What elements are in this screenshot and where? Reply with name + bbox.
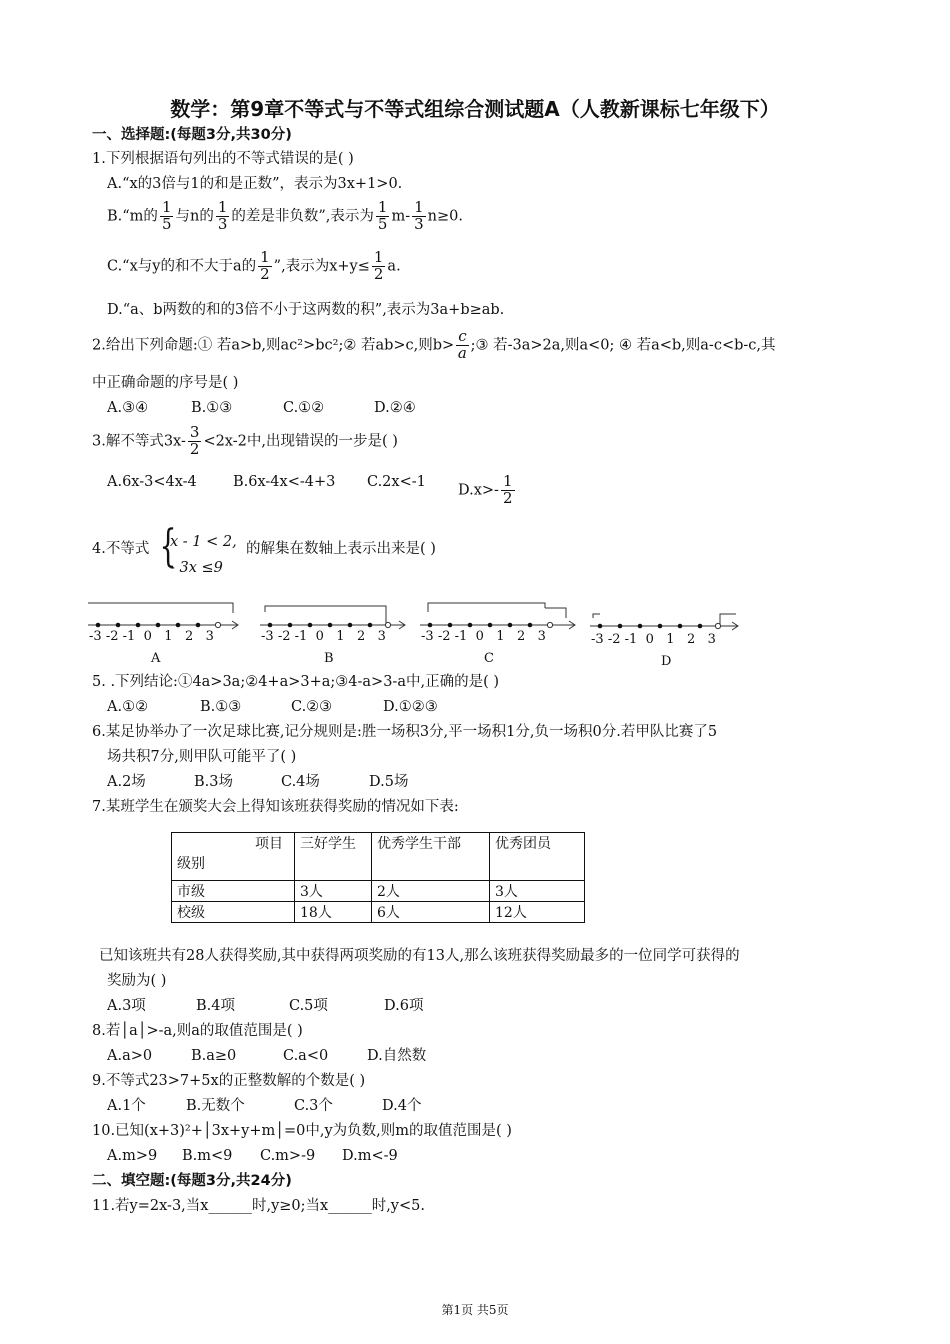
q8-option-b: B.a≥0 [191, 1048, 237, 1064]
q2-stem: 2.给出下列命题:① 若a>b,则ac²>bc²;② 若ab>c,则b> $\frac{c}{a}$ ;③ 若-3a>2a,则a<0; ④ 若a<b,则a-c<b-c,其 [92, 327, 776, 362]
section-1-heading: 一、选择题:(每题3分,共30分) [92, 127, 292, 143]
q7-option-c: C.5项 [289, 998, 328, 1014]
q6-option-d: D.5场 [369, 774, 409, 790]
q8-option-a: A.a>0 [107, 1048, 153, 1064]
table-cell: 市级 [172, 881, 295, 902]
table-cell: 18人 [295, 902, 372, 923]
table-row [172, 881, 585, 902]
table-row [172, 902, 585, 923]
q7-option-d: D.6项 [384, 998, 424, 1014]
q4-stem-post: 的解集在数轴上表示出来是( ) [246, 541, 436, 557]
q8-option-d: D.自然数 [367, 1048, 427, 1064]
section-2-heading: 二、填空题:(每题3分,共24分) [92, 1173, 292, 1189]
q10-stem: 10.已知(x+3)²+│3x+y+m│=0中,y为负数,则m的取值范围是( ) [92, 1123, 512, 1139]
q7-option-a: A.3项 [107, 998, 146, 1014]
page-title: 数学：第9章不等式与不等式组综合测试题A（人教新课标七年级下） [170, 97, 780, 121]
table-header-corner: 项目 级别 [172, 833, 295, 881]
q4-stem-pre: 4.不等式 [92, 541, 150, 557]
q3-option-c: C.2x<-1 [367, 474, 426, 490]
q11-stem: 11.若y=2x-3,当x______时,y≥0;当x______时,y<5. [92, 1198, 425, 1214]
q4-system-line1: x - 1 < 2, [170, 534, 237, 550]
award-table [171, 832, 585, 923]
q1-option-b: B.“m的 $\frac{1}{5}$ 与n的 $\frac{1}{3}$ 的差是非负数”,表示为 $\frac{1}{5}$ m- $\frac{1}{3}$ n≥0. [107, 198, 463, 233]
q5-option-a: A.①② [107, 699, 149, 715]
q3-option-d: D.x>- $\frac{1}{2}$ [458, 472, 513, 507]
table-cell: 校级 [172, 902, 295, 923]
q3-option-b: B.6x-4x<-4+3 [233, 474, 336, 490]
number-line-c-label: C [484, 651, 494, 666]
q6-option-c: C.4场 [281, 774, 320, 790]
q4-system-line2: - 3x ≤9 [170, 560, 223, 576]
table-cell: 6人 [372, 902, 490, 923]
number-line-b-ticks: -3 -2 -1 0 1 2 3 [261, 629, 386, 644]
q5-option-d: D.①②③ [383, 699, 438, 715]
q2-option-a: A.③④ [107, 400, 149, 416]
q10-option-c: C.m>-9 [260, 1148, 316, 1164]
q7-after-line1: 已知该班共有28人获得奖励,其中获得两项奖励的有13人,那么该班获得奖励最多的一位同学可获得的 [99, 948, 740, 964]
q9-option-b: B.无数个 [186, 1098, 245, 1114]
number-line-a-ticks: -3 -2 -1 0 1 2 3 [89, 629, 214, 644]
q1-option-d: D.“a、b两数的和的3倍不小于这两数的积”,表示为3a+b≥ab. [107, 302, 505, 318]
q1-option-c: C.“x与y的和不大于a的 $\frac{1}{2}$ ”,表示为x+y≤ $\frac{1}{2}$ a. [107, 248, 401, 283]
q10-option-d: D.m<-9 [342, 1148, 398, 1164]
q10-option-a: A.m>9 [107, 1148, 158, 1164]
table-cell: 2人 [372, 881, 490, 902]
q8-option-c: C.a<0 [283, 1048, 329, 1064]
q8-stem: 8.若│a│>-a,则a的取值范围是( ) [92, 1023, 303, 1039]
table-cell: 12人 [490, 902, 585, 923]
number-line-d-label: D [661, 654, 672, 669]
table-col-header: 三好学生 [295, 833, 372, 881]
number-line-b-label: B [324, 651, 334, 666]
q1-stem: 1.下列根据语句列出的不等式错误的是( ) [92, 151, 354, 167]
q6-stem-line2: 场共积7分,则甲队可能平了( ) [107, 749, 297, 765]
q2-option-b: B.①③ [191, 400, 233, 416]
table-col-header: 优秀学生干部 [372, 833, 490, 881]
q2-option-d: D.②④ [374, 400, 416, 416]
table-cell: 3人 [295, 881, 372, 902]
q7-stem: 7.某班学生在颁奖大会上得知该班获得奖励的情况如下表: [92, 799, 459, 815]
number-line-a-label: A [151, 651, 161, 666]
q9-option-c: C.3个 [294, 1098, 333, 1114]
q5-option-b: B.①③ [200, 699, 242, 715]
q3-stem: 3.解不等式3x- $\frac{3}{2}$ <2x-2中,出现错误的一步是( ) [92, 423, 398, 458]
q2-stem-line2: 中正确命题的序号是( ) [92, 375, 239, 391]
q5-stem: 5. .下列结论:①4a>3a;②4+a>3+a;③4-a>3-a中,正确的是( ) [92, 674, 500, 690]
q9-option-d: D.4个 [382, 1098, 422, 1114]
q4-brace: { [159, 521, 177, 572]
q7-after-line2: 奖励为( ) [107, 973, 167, 989]
q7-option-b: B.4项 [196, 998, 235, 1014]
number-line-c-ticks: -3 -2 -1 0 1 2 3 [421, 629, 546, 644]
q1-option-a: A.“x的3倍与1的和是正数”，表示为3x+1>0. [107, 176, 403, 192]
q3-option-a: A.6x-3<4x-4 [107, 474, 197, 490]
q6-stem-line1: 6.某足协举办了一次足球比赛,记分规则是:胜一场积3分,平一场积1分,负一场积0分.若甲队比赛了5 [92, 724, 718, 740]
q2-option-c: C.①② [283, 400, 325, 416]
q6-option-b: B.3场 [194, 774, 233, 790]
q9-stem: 9.不等式23>7+5x的正整数解的个数是( ) [92, 1073, 366, 1089]
q6-option-a: A.2场 [107, 774, 146, 790]
q10-option-b: B.m<9 [182, 1148, 233, 1164]
table-col-header: 优秀团员 [490, 833, 585, 881]
table-cell: 3人 [490, 881, 585, 902]
q5-option-c: C.②③ [291, 699, 333, 715]
number-line-d-ticks: -3 -2 -1 0 1 2 3 [591, 632, 716, 647]
q9-option-a: A.1个 [107, 1098, 146, 1114]
page-footer: 第1页 共5页 [441, 1303, 509, 1317]
